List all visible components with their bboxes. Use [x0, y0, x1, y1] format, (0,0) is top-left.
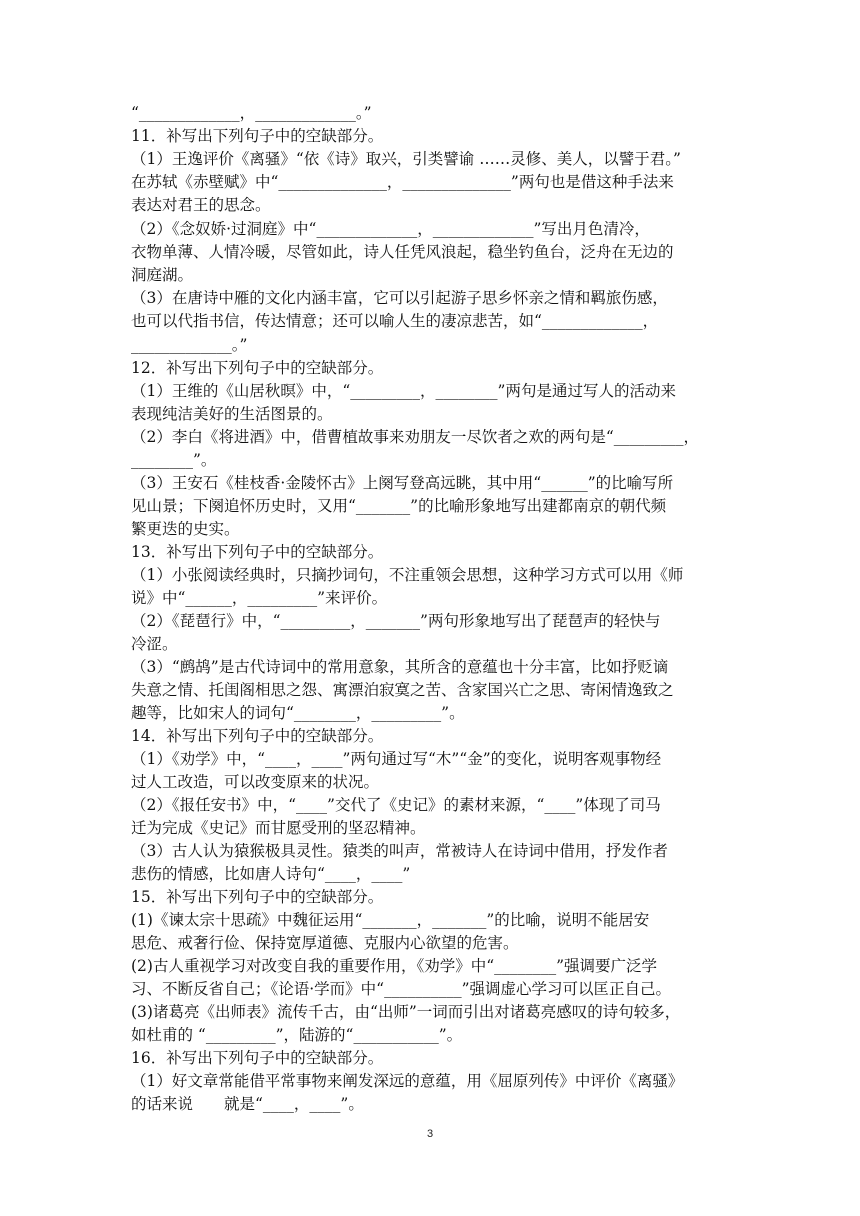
text-line: 表现纯洁美好的生活图景的。	[131, 405, 333, 423]
text-line: 衣物单薄、人情冷暖，尽管如此，诗人任凭风浪起，稳坐钓鱼台，泛舟在无边的	[131, 243, 674, 261]
text-line: “_____________，_____________。”	[131, 104, 372, 122]
text-line: （1）王维的《山居秋暝》中，“_________，________”两句是通过写人的活动来	[131, 382, 676, 400]
text-line: 说》中“______，_________”来评价。	[131, 589, 388, 607]
text-line: 思危、戒奢行俭、保持宽厚道德、克服内心欲望的危害。	[131, 934, 519, 952]
text-line: （1）好文章常能借平常事物来阐发深远的意蕴，用《屈原列传》中评价《离骚》	[131, 1072, 684, 1090]
text-line: 繁更迭的史实。	[131, 520, 240, 538]
text-line: （1）小张阅读经典时，只摘抄词句，不注重领会思想，这种学习方式可以用《师	[131, 566, 684, 584]
text-line: （2）《报任安书》中，“____”交代了《史记》的素材来源，“____”体现了司马	[131, 796, 661, 814]
text-line: （3）在唐诗中雁的文化内涵丰富，它可以引起游子思乡怀亲之情和羁旅伤感，	[131, 289, 668, 307]
question-heading: 15．补写出下列句子中的空缺部分。	[131, 888, 384, 906]
question-heading: 13．补写出下列句子中的空缺部分。	[131, 543, 384, 561]
text-line: （3）古人认为猿猴极具灵性。猿类的叫声，常被诗人在诗词中借用，抒发作者	[131, 842, 668, 860]
text-line: 如杜甫的 “_________”，陆游的“___________”。	[131, 1026, 463, 1044]
text-line: 洞庭湖。	[131, 266, 194, 284]
question-heading: 14．补写出下列句子中的空缺部分。	[131, 727, 384, 745]
text-line: 过人工改造，可以改变原来的状况。	[131, 773, 380, 791]
text-line: (3)诸葛亮《出师表》流传千古，由“出师”一词而引出对诸葛亮感叹的诗句较多，	[131, 1003, 681, 1021]
text-line: （1）《劝学》中，“____，____”两句通过写“木”“金”的变化，说明客观事物经	[131, 750, 662, 768]
text-line: 表达对君王的思念。	[131, 196, 271, 214]
text-line: 的话来说 就是“____，____”。	[131, 1095, 364, 1113]
text-line: 悲伤的情感，比如唐人诗句“____，____”	[131, 865, 411, 883]
question-heading: 12．补写出下列句子中的空缺部分。	[131, 359, 384, 377]
text-line: 也可以代指书信，传达情意；还可以喻人生的凄凉悲苦，如“_____________，	[131, 312, 659, 330]
question-heading: 16．补写出下列句子中的空缺部分。	[131, 1049, 384, 1067]
text-line: （2）《琵琶行》中，“_________，_______”两句形象地写出了琵琶声的轻快与	[131, 612, 661, 630]
text-line: （2）李白《将进酒》中，借曹植故事来劝朋友一尽饮者之欢的两句是“_________，	[131, 428, 700, 446]
text-line: 迁为完成《史记》而甘愿受刑的坚忍精神。	[131, 819, 426, 837]
text-line: （3）“鹧鸪”是古代诗词中的常用意象，其所含的意蕴也十分丰富，比如抒贬谪	[131, 658, 669, 676]
text-line: ________”。	[131, 451, 217, 469]
text-line: （1）王逸评价《离骚》“依《诗》取兴，引类譬谕 ……灵修、美人，以譬于君。”	[131, 150, 681, 168]
text-line: （3）王安石《桂枝香·金陵怀古》上阕写登高远眺，其中用“______”的比喻写所	[131, 474, 674, 492]
text-line: 习、不断反省自己；《论语·学而》中“__________”强调虚心学习可以匡正自己。	[131, 980, 672, 998]
text-line: 冷涩。	[131, 635, 178, 653]
text-line: 趣等，比如宋人的词句“________，_________”。	[131, 704, 465, 722]
text-line: 失意之情、托闺阁相思之怨、寓漂泊寂寞之苦、含家国兴亡之思、寄闲情逸致之	[131, 681, 674, 699]
text-line: (2)古人重视学习对改变自我的重要作用，《劝学》中“________”强调要广泛学	[131, 957, 658, 975]
text-line: (1)《谏太宗十思疏》中魏征运用“_______，_______”的比喻，说明不能居安	[131, 911, 650, 929]
text-line: 在苏轼《赤壁赋》中“______________，______________”两句也是借这种手法来	[131, 173, 674, 191]
text-line: 见山景；下阕追怀历史时，又用“_______”的比喻形象地写出建都南京的朝代频	[131, 497, 667, 515]
text-line: （2）《念奴娇·过洞庭》中“_____________，_____________”写出月色清冷，	[131, 220, 650, 238]
text-line: _____________。”	[131, 336, 248, 354]
question-heading: 11．补写出下列句子中的空缺部分。	[131, 127, 384, 145]
page-number: 3	[426, 1128, 434, 1140]
